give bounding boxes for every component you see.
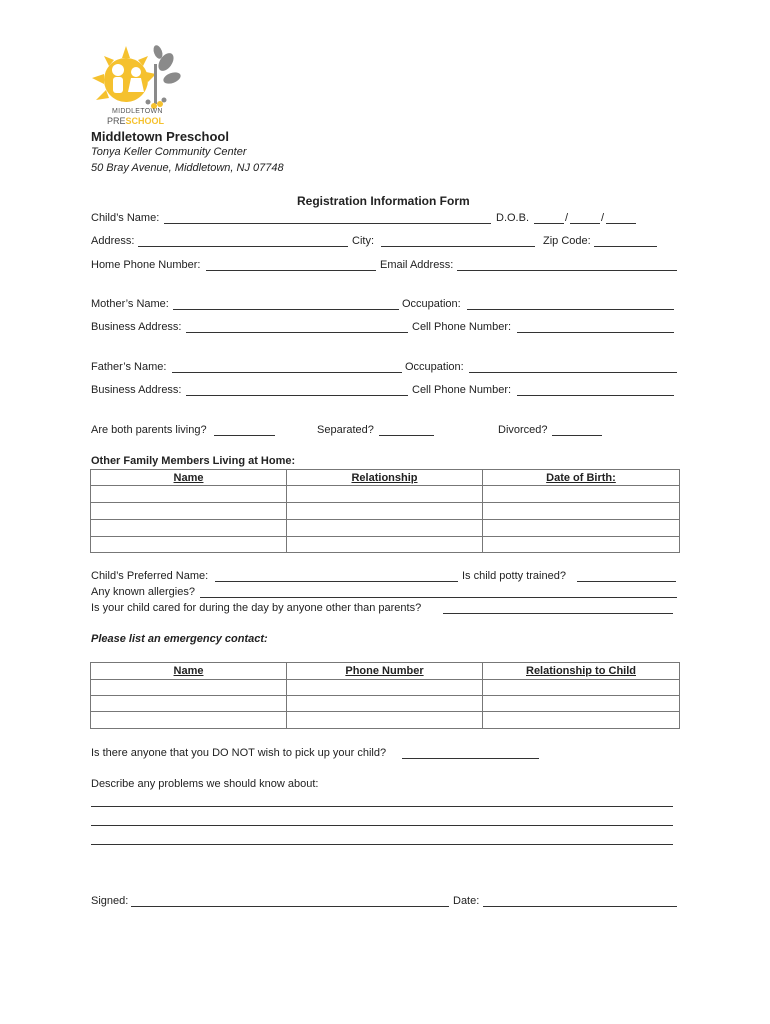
family-members-table	[90, 469, 680, 553]
mother-cell-label: Cell Phone Number:	[412, 321, 512, 333]
allergies-label: Any known allergies?	[91, 586, 195, 598]
table-row	[91, 486, 680, 503]
dob-day-field[interactable]	[570, 223, 600, 224]
table-row	[91, 520, 680, 537]
table-cell[interactable]	[483, 486, 680, 503]
emergency-contact-table	[90, 662, 680, 729]
table-row	[91, 680, 680, 696]
father-name-label: Father’s Name:	[91, 361, 167, 373]
table-cell[interactable]	[91, 680, 287, 696]
signed-label: Signed:	[91, 895, 129, 907]
cared-for-label: Is your child cared for during the day by anyone other than parents?	[91, 602, 422, 614]
potty-field[interactable]	[577, 581, 676, 582]
table-cell[interactable]	[483, 680, 680, 696]
table-cell[interactable]	[287, 680, 483, 696]
school-name: Middletown Preschool	[91, 129, 229, 144]
table-cell[interactable]	[91, 503, 287, 520]
dob-month-field[interactable]	[534, 223, 564, 224]
problems-field-line[interactable]	[91, 806, 673, 807]
city-label: City:	[352, 235, 374, 247]
table-cell[interactable]	[91, 537, 287, 553]
table-cell[interactable]	[287, 712, 483, 729]
table-row	[91, 537, 680, 553]
table-cell[interactable]	[91, 712, 287, 729]
table-row	[91, 712, 680, 729]
problems-field-line[interactable]	[91, 825, 673, 826]
mother-name-label: Mother’s Name:	[91, 298, 169, 310]
date-field[interactable]	[483, 906, 677, 907]
table-header-row	[91, 470, 680, 486]
home-phone-label: Home Phone Number:	[91, 259, 201, 271]
table-cell[interactable]	[483, 712, 680, 729]
table-cell[interactable]	[287, 696, 483, 712]
table-cell[interactable]	[91, 486, 287, 503]
potty-label: Is child potty trained?	[462, 570, 566, 582]
preferred-name-label: Child’s Preferred Name:	[91, 570, 209, 582]
table-cell[interactable]	[91, 696, 287, 712]
mother-cell-field[interactable]	[517, 332, 674, 333]
mother-business-label: Business Address:	[91, 321, 182, 333]
do-not-pickup-label: Is there anyone that you DO NOT wish to pick up your child?	[91, 747, 387, 759]
father-cell-label: Cell Phone Number:	[412, 384, 512, 396]
city-field[interactable]	[381, 246, 535, 247]
address-field[interactable]	[138, 246, 348, 247]
column-header: Date of Birth:	[483, 470, 680, 486]
divorced-field[interactable]	[552, 435, 602, 436]
table-cell[interactable]	[483, 520, 680, 537]
mother-occupation-label: Occupation:	[402, 298, 461, 310]
column-header: Phone Number	[287, 663, 483, 680]
column-header: Relationship to Child	[483, 663, 680, 680]
table-header-row	[91, 663, 680, 680]
dob-year-field[interactable]	[606, 223, 636, 224]
dob-separator: /	[601, 212, 605, 224]
email-field[interactable]	[457, 270, 677, 271]
column-header: Name	[91, 663, 287, 680]
table-cell[interactable]	[483, 503, 680, 520]
zip-field[interactable]	[594, 246, 657, 247]
parents-living-label: Are both parents living?	[91, 424, 207, 436]
father-business-field[interactable]	[186, 395, 408, 396]
mother-occupation-field[interactable]	[467, 309, 674, 310]
school-address: 50 Bray Avenue, Middletown, NJ 07748	[91, 162, 284, 174]
table-cell[interactable]	[287, 486, 483, 503]
logo-text-top: MIDDLETOWN	[112, 108, 163, 115]
dob-label: D.O.B.	[496, 212, 530, 224]
logo-text-bottom: PRESCHOOL	[107, 116, 165, 126]
dob-separator: /	[565, 212, 569, 224]
column-header: Name	[91, 470, 287, 486]
father-occupation-label: Occupation:	[405, 361, 464, 373]
father-cell-field[interactable]	[517, 395, 674, 396]
problems-label: Describe any problems we should know about:	[91, 778, 319, 790]
child-name-field[interactable]	[164, 223, 491, 224]
mother-name-field[interactable]	[173, 309, 399, 310]
mother-business-field[interactable]	[186, 332, 408, 333]
form-title: Registration Information Form	[297, 194, 470, 208]
child-name-label: Child’s Name:	[91, 212, 160, 224]
address-label: Address:	[91, 235, 135, 247]
column-header: Relationship	[287, 470, 483, 486]
divorced-label: Divorced?	[498, 424, 548, 436]
emergency-heading: Please list an emergency contact:	[91, 633, 268, 645]
table-cell[interactable]	[483, 696, 680, 712]
table-row	[91, 696, 680, 712]
father-name-field[interactable]	[172, 372, 402, 373]
do-not-pickup-field[interactable]	[402, 758, 539, 759]
table-cell[interactable]	[287, 503, 483, 520]
father-occupation-field[interactable]	[469, 372, 677, 373]
home-phone-field[interactable]	[206, 270, 376, 271]
table-cell[interactable]	[287, 537, 483, 553]
table-row	[91, 503, 680, 520]
separated-field[interactable]	[379, 435, 434, 436]
problems-field-line[interactable]	[91, 844, 673, 845]
date-label: Date:	[453, 895, 480, 907]
father-business-label: Business Address:	[91, 384, 182, 396]
allergies-field[interactable]	[200, 597, 677, 598]
preferred-name-field[interactable]	[215, 581, 458, 582]
parents-living-field[interactable]	[214, 435, 275, 436]
zip-label: Zip Code:	[543, 235, 591, 247]
signature-field[interactable]	[131, 906, 449, 907]
community-center: Tonya Keller Community Center	[91, 146, 247, 158]
table-cell[interactable]	[483, 537, 680, 553]
email-label: Email Address:	[380, 259, 454, 271]
separated-label: Separated?	[317, 424, 374, 436]
table-cell[interactable]	[287, 520, 483, 537]
table-cell[interactable]	[91, 520, 287, 537]
cared-for-field[interactable]	[443, 613, 673, 614]
family-heading: Other Family Members Living at Home:	[91, 455, 296, 467]
